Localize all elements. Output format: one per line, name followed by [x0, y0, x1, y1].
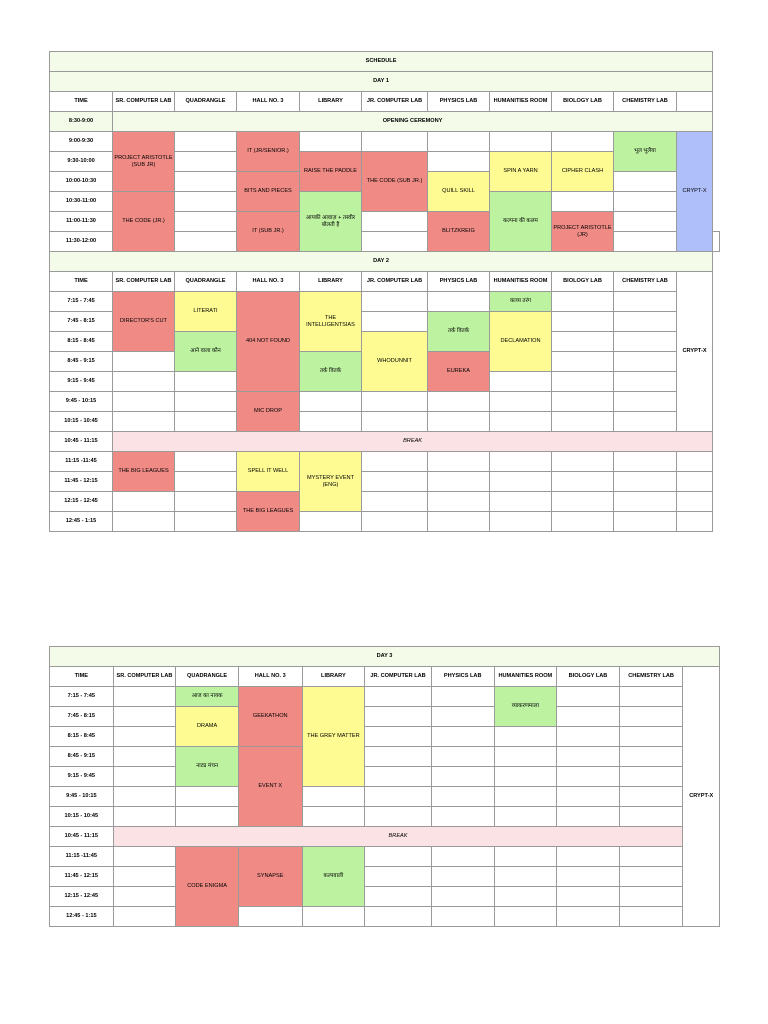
empty-cell [113, 352, 175, 372]
empty-cell [614, 472, 677, 492]
empty-cell [300, 412, 362, 432]
event-404-not-found: 404 NOT FOUND [237, 292, 300, 392]
empty-cell [490, 472, 552, 492]
day2-label: DAY 2 [50, 252, 713, 272]
time-cell: 8:15 - 8:45 [50, 727, 114, 747]
event-bits-and-pieces: BITS AND PIECES [237, 172, 300, 212]
empty-cell [614, 392, 677, 412]
time-cell: 11:15 -11:45 [50, 847, 114, 867]
empty-cell [431, 867, 494, 887]
empty-cell [552, 132, 614, 152]
event-whodunnit: WHODUNNIT [362, 332, 428, 392]
empty-cell [552, 292, 614, 312]
empty-cell [362, 412, 428, 432]
empty-cell [428, 452, 490, 472]
time-cell: 11:45 - 12:15 [50, 867, 114, 887]
empty-cell [557, 807, 620, 827]
empty-cell [302, 907, 365, 927]
time-cell: 9:45 - 10:15 [50, 392, 113, 412]
empty-cell [557, 847, 620, 867]
empty-cell [614, 512, 677, 532]
time-cell: 11:00-11:30 [50, 212, 113, 232]
empty-cell [362, 292, 428, 312]
empty-cell [552, 412, 614, 432]
time-cell: 9:15 - 9:45 [50, 372, 113, 392]
time-cell: 11:30-12:00 [50, 232, 113, 252]
time-cell: 7:15 - 7:45 [50, 687, 114, 707]
empty-cell [365, 767, 432, 787]
col-physics-lab: PHYSICS LAB [428, 272, 490, 292]
day1-header-row [50, 92, 720, 112]
empty-cell [431, 707, 494, 727]
empty-cell [113, 727, 176, 747]
empty-cell [428, 392, 490, 412]
empty-cell [175, 392, 237, 412]
col-jr-computer-lab: JR. COMPUTER LAB [362, 92, 428, 112]
empty-cell [619, 767, 683, 787]
empty-cell [490, 512, 552, 532]
empty-cell [113, 807, 176, 827]
col-time: TIME [50, 92, 113, 112]
schedule-table-day1-day2 [49, 51, 720, 532]
empty-cell [619, 867, 683, 887]
col-hall-no-3: HALL NO. 3 [237, 272, 300, 292]
event-aane-wala-kaun: आने वाला कौन [175, 332, 237, 372]
event-the-code-sub-jr: THE CODE (SUB JR.) [362, 152, 428, 212]
event-quill-skill: QUILL SKILL [428, 172, 490, 212]
empty-cell [365, 727, 432, 747]
empty-cell [302, 787, 365, 807]
empty-cell [175, 152, 237, 172]
empty-cell [113, 787, 176, 807]
empty-cell [362, 472, 428, 492]
schedule-title: SCHEDULE [50, 52, 713, 72]
empty-cell [428, 472, 490, 492]
empty-cell [552, 452, 614, 472]
empty-cell [677, 512, 713, 532]
empty-cell [494, 867, 557, 887]
empty-cell [302, 807, 365, 827]
time-cell: 11:45 - 12:15 [50, 472, 113, 492]
empty-cell [494, 807, 557, 827]
empty-cell [619, 747, 683, 767]
empty-cell [614, 492, 677, 512]
event-it-jr-senior: IT (JR/SENIOR.) [237, 132, 300, 172]
col-jr-computer-lab: JR. COMPUTER LAB [365, 667, 432, 687]
empty-cell [557, 867, 620, 887]
empty-cell [490, 492, 552, 512]
empty-cell [300, 132, 362, 152]
empty-cell [619, 887, 683, 907]
empty-cell [365, 807, 432, 827]
col-chemistry-lab: CHEMISTRY LAB [614, 92, 677, 112]
empty-cell [365, 707, 432, 727]
time-cell: 7:45 - 8:15 [50, 312, 113, 332]
empty-cell [428, 292, 490, 312]
empty-cell [175, 132, 237, 152]
col-jr-computer-lab: JR. COMPUTER LAB [362, 272, 428, 292]
empty-cell [619, 727, 683, 747]
empty-cell [175, 212, 237, 232]
event-drama: DRAMA [176, 707, 239, 747]
event-it-sub-jr: IT (SUB JR.) [237, 212, 300, 252]
empty-cell [431, 887, 494, 907]
time-cell: 10:15 - 10:45 [50, 412, 113, 432]
event-tark-vitark-physics: तर्क वितर्क [428, 312, 490, 352]
empty-cell [113, 747, 176, 767]
empty-cell [113, 887, 176, 907]
opening-ceremony: OPENING CEREMONY [113, 112, 713, 132]
event-literati: LITERATI [175, 292, 237, 332]
empty-cell [113, 392, 175, 412]
event-bhool-bhulaiyaa: भूल भुलैया [614, 132, 677, 172]
empty-cell [365, 687, 432, 707]
col-biology-lab: BIOLOGY LAB [552, 272, 614, 292]
event-cipher-clash: CIPHER CLASH [552, 152, 614, 192]
empty-cell [428, 492, 490, 512]
empty-cell [614, 332, 677, 352]
empty-cell [362, 492, 428, 512]
event-synapse: SYNAPSE [238, 847, 302, 907]
schedule-table-day3 [49, 646, 720, 927]
time-cell: 9:15 - 9:45 [50, 767, 114, 787]
empty-cell [557, 707, 620, 727]
event-mystery-event: MYSTERY EVENT (ENG) [300, 452, 362, 512]
empty-cell [552, 192, 614, 212]
col-chemistry-lab: CHEMISTRY LAB [619, 667, 683, 687]
empty-cell [490, 372, 552, 392]
empty-cell [113, 412, 175, 432]
empty-cell [494, 887, 557, 907]
empty-cell [557, 907, 620, 927]
empty-cell [428, 412, 490, 432]
empty-cell [362, 312, 428, 332]
event-the-grey-matter: THE GREY MATTER [302, 687, 365, 787]
empty-cell [365, 887, 432, 907]
empty-cell [552, 312, 614, 332]
empty-cell [619, 787, 683, 807]
empty-cell [677, 492, 713, 512]
time-cell: 10:00-10:30 [50, 172, 113, 192]
col-quadrangle: QUADRANGLE [175, 92, 237, 112]
col-hall-no-3: HALL NO. 3 [237, 92, 300, 112]
event-the-big-leagues-hall: THE BIG LEAGUES [237, 492, 300, 532]
event-kalpavali: कल्पवाली [302, 847, 365, 907]
time-cell: 10:45 - 11:15 [50, 432, 113, 452]
time-cell: 9:00-9:30 [50, 132, 113, 152]
time-cell: 7:45 - 8:15 [50, 707, 114, 727]
empty-cell [362, 132, 428, 152]
col-quadrangle: QUADRANGLE [176, 667, 239, 687]
empty-cell [494, 767, 557, 787]
event-directors-cut: DIRECTOR'S CUT [113, 292, 175, 352]
event-aapki-awaaz: आपकी आवाज़ + तस्वीर बोलती है [300, 192, 362, 252]
col-sr-computer-lab: SR. COMPUTER LAB [113, 92, 175, 112]
empty-cell [113, 512, 175, 532]
empty-cell [431, 787, 494, 807]
empty-cell [619, 847, 683, 867]
empty-cell [431, 747, 494, 767]
empty-cell [365, 747, 432, 767]
event-the-intelligentsias: THE INTELLIGENTSIAS [300, 292, 362, 352]
time-cell: 10:45 - 11:15 [50, 827, 114, 847]
empty-cell [614, 232, 677, 252]
event-spin-a-yarn: SPIN A YARN [490, 152, 552, 192]
col-hall-no-3: HALL NO. 3 [238, 667, 302, 687]
empty-cell [619, 707, 683, 727]
event-kavya-tarang: काव्य तरंग [490, 292, 552, 312]
empty-cell [557, 747, 620, 767]
empty-cell [362, 232, 428, 252]
event-tark-vitark-library: तर्क वितर्क [300, 352, 362, 392]
time-cell: 9:30-10:00 [50, 152, 113, 172]
empty-cell [362, 452, 428, 472]
empty-cell [175, 232, 237, 252]
col-library: LIBRARY [300, 272, 362, 292]
col-sr-computer-lab: SR. COMPUTER LAB [113, 272, 175, 292]
empty-cell [557, 727, 620, 747]
empty-cell [552, 352, 614, 372]
empty-cell [557, 767, 620, 787]
col-time: TIME [50, 272, 113, 292]
col-physics-lab: PHYSICS LAB [431, 667, 494, 687]
empty-cell [113, 847, 176, 867]
empty-cell [176, 807, 239, 827]
empty-cell [552, 492, 614, 512]
event-crypt-x-day1: CRYPT-X [677, 132, 713, 252]
empty-cell [614, 292, 677, 312]
empty-cell [619, 687, 683, 707]
event-natya-manch: नाट्य मंचन [176, 747, 239, 787]
col-library: LIBRARY [302, 667, 365, 687]
break-row: BREAK [113, 432, 713, 452]
empty-cell [431, 807, 494, 827]
empty-cell [175, 492, 237, 512]
empty-cell [490, 392, 552, 412]
empty-cell [300, 392, 362, 412]
time-cell: 10:15 - 10:45 [50, 807, 114, 827]
empty-cell [614, 452, 677, 472]
empty-cell [113, 492, 175, 512]
empty-cell [614, 192, 677, 212]
day3-header-row [50, 667, 720, 687]
empty-cell [431, 847, 494, 867]
event-eureka: EUREKA [428, 352, 490, 392]
time-cell: 12:45 - 1:15 [50, 512, 113, 532]
event-code-enigma: CODE ENIGMA [176, 847, 239, 927]
empty-cell [494, 907, 557, 927]
event-crypt-x-day3: CRYPT-X [683, 667, 720, 927]
col-library: LIBRARY [300, 92, 362, 112]
day2-header-row [50, 272, 720, 292]
empty-cell [614, 312, 677, 332]
empty-cell [365, 867, 432, 887]
empty-cell [677, 452, 713, 472]
empty-cell [431, 687, 494, 707]
event-the-big-leagues-sr: THE BIG LEAGUES [113, 452, 175, 492]
empty-cell [494, 747, 557, 767]
empty-cell [490, 412, 552, 432]
col-quadrangle: QUADRANGLE [175, 272, 237, 292]
event-raise-the-paddle: RAISE THE PADDLE [300, 152, 362, 192]
time-cell: 10:30-11:00 [50, 192, 113, 212]
event-vyakarnamala: व्याकरणमाला [494, 687, 557, 727]
time-cell: 8:45 - 9:15 [50, 747, 114, 767]
empty-cell [428, 512, 490, 532]
empty-cell [113, 767, 176, 787]
col-humanities-room: HUMANITIES ROOM [494, 667, 557, 687]
event-project-aristotle-jr: PROJECT ARISTOTLE (JR) [552, 212, 614, 252]
empty-cell [619, 807, 683, 827]
empty-cell [557, 887, 620, 907]
empty-cell [552, 392, 614, 412]
empty-cell [557, 787, 620, 807]
empty-cell [428, 132, 490, 152]
empty-cell [175, 472, 237, 492]
empty-cell [614, 412, 677, 432]
empty-cell [175, 412, 237, 432]
empty-cell [614, 352, 677, 372]
empty-cell [614, 172, 677, 192]
empty-cell [431, 767, 494, 787]
time-cell: 9:45 - 10:15 [50, 787, 114, 807]
empty-cell [362, 512, 428, 532]
event-crypt-x-day2: CRYPT-X [677, 272, 713, 432]
empty-cell [362, 392, 428, 412]
event-the-code-jr: THE CODE (JR.) [113, 192, 175, 252]
time-cell: 8:15 - 8:45 [50, 332, 113, 352]
event-blitzkrieg: BLITZKREIG [428, 212, 490, 252]
time-cell: 8:45 - 9:15 [50, 352, 113, 372]
event-kalpana-ki-kalam: कल्पना की कलम [490, 192, 552, 252]
empty-cell [175, 512, 237, 532]
time-cell: 12:15 - 12:45 [50, 887, 114, 907]
col-biology-lab: BIOLOGY LAB [557, 667, 620, 687]
empty-cell [428, 152, 490, 172]
time-cell: 12:45 - 1:15 [50, 907, 114, 927]
empty-cell [552, 372, 614, 392]
col-physics-lab: PHYSICS LAB [428, 92, 490, 112]
empty-cell [113, 907, 176, 927]
empty-cell [494, 727, 557, 747]
empty-cell [365, 907, 432, 927]
empty-cell [362, 212, 428, 232]
col-humanities-room: HUMANITIES ROOM [490, 272, 552, 292]
break-row: BREAK [113, 827, 683, 847]
empty-cell [619, 907, 683, 927]
empty-cell [175, 372, 237, 392]
empty-cell [238, 907, 302, 927]
empty-cell [614, 212, 677, 232]
col-biology-lab: BIOLOGY LAB [552, 92, 614, 112]
empty-cell [300, 512, 362, 532]
empty-cell [494, 787, 557, 807]
time-cell: 7:15 - 7:45 [50, 292, 113, 312]
time-cell: 11:15 -11:45 [50, 452, 113, 472]
time-cell: 8:30-9:00 [50, 112, 113, 132]
empty-cell [431, 907, 494, 927]
empty-cell [557, 687, 620, 707]
event-spell-it-well: SPELL IT WELL [237, 452, 300, 492]
empty-cell [552, 332, 614, 352]
empty-cell [490, 132, 552, 152]
col-extra [677, 92, 713, 112]
empty-cell [614, 372, 677, 392]
col-time: TIME [50, 667, 114, 687]
empty-cell [113, 707, 176, 727]
empty-cell [113, 867, 176, 887]
empty-cell [494, 847, 557, 867]
empty-cell [365, 787, 432, 807]
empty-cell [552, 512, 614, 532]
event-geekathon: GEEKATHON [238, 687, 302, 747]
empty-cell [113, 687, 176, 707]
empty-cell [431, 727, 494, 747]
event-declamation: DECLAMATION [490, 312, 552, 372]
empty-cell [175, 452, 237, 472]
time-cell: 12:15 - 12:45 [50, 492, 113, 512]
col-chemistry-lab: CHEMISTRY LAB [614, 272, 677, 292]
event-mic-drop: MIC DROP [237, 392, 300, 432]
empty-cell [175, 192, 237, 212]
empty-cell [113, 372, 175, 392]
event-event-x: EVENT X [238, 747, 302, 827]
day3-label: DAY 3 [50, 647, 720, 667]
empty-cell [677, 472, 713, 492]
empty-cell [175, 172, 237, 192]
empty-cell [365, 847, 432, 867]
col-sr-computer-lab: SR. COMPUTER LAB [113, 667, 176, 687]
empty-cell [490, 452, 552, 472]
empty-cell [552, 472, 614, 492]
empty-cell [713, 232, 720, 252]
day1-label: DAY 1 [50, 72, 713, 92]
empty-cell [176, 787, 239, 807]
col-humanities-room: HUMANITIES ROOM [490, 92, 552, 112]
event-project-aristotle-sub-jr: PROJECT ARISTOTLE (SUB JR) [113, 132, 175, 192]
event-aaj-ka-nayak: आज का नायक [176, 687, 239, 707]
